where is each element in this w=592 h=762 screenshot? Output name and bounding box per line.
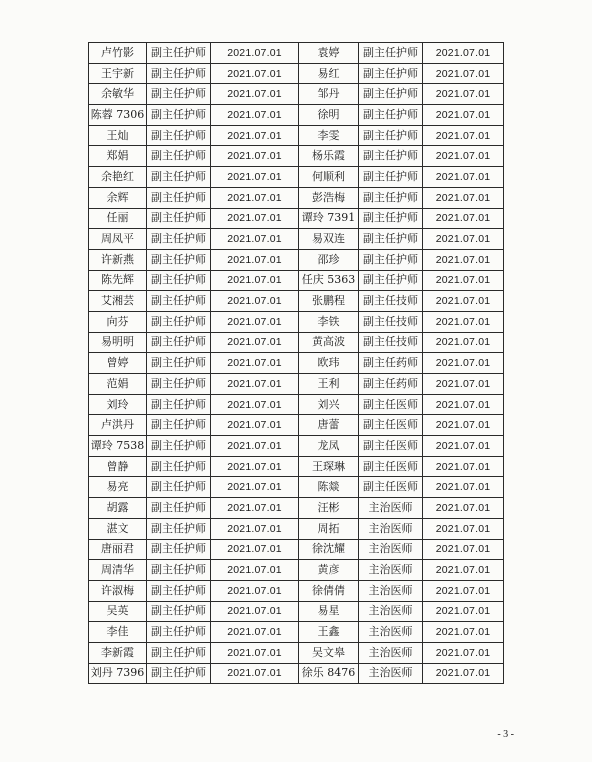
name-cell: 刘兴 xyxy=(299,394,359,415)
name-cell: 艾湘芸 xyxy=(89,291,147,312)
name-cell: 刘丹 7396 xyxy=(89,663,147,684)
date-cell: 2021.07.01 xyxy=(423,229,504,250)
title-cell: 副主任药师 xyxy=(359,353,423,374)
date-cell: 2021.07.01 xyxy=(211,518,299,539)
title-cell: 副主任护师 xyxy=(359,229,423,250)
date-cell: 2021.07.01 xyxy=(423,43,504,64)
date-cell: 2021.07.01 xyxy=(211,539,299,560)
date-cell: 2021.07.01 xyxy=(423,105,504,126)
table-row xyxy=(89,560,504,581)
table-row xyxy=(89,270,504,291)
date-cell: 2021.07.01 xyxy=(211,125,299,146)
table-row xyxy=(89,229,504,250)
title-cell: 副主任护师 xyxy=(147,208,211,229)
date-cell: 2021.07.01 xyxy=(211,208,299,229)
date-cell: 2021.07.01 xyxy=(211,105,299,126)
title-cell: 副主任护师 xyxy=(359,270,423,291)
name-cell: 徐倩倩 xyxy=(299,580,359,601)
date-cell: 2021.07.01 xyxy=(423,332,504,353)
date-cell: 2021.07.01 xyxy=(423,187,504,208)
name-cell: 卢竹影 xyxy=(89,43,147,64)
table-row xyxy=(89,105,504,126)
title-cell: 副主任护师 xyxy=(147,642,211,663)
title-cell: 副主任护师 xyxy=(359,43,423,64)
title-cell: 主治医师 xyxy=(359,622,423,643)
date-cell: 2021.07.01 xyxy=(211,456,299,477)
title-cell: 副主任护师 xyxy=(359,208,423,229)
date-cell: 2021.07.01 xyxy=(211,332,299,353)
table-row xyxy=(89,63,504,84)
title-cell: 副主任护师 xyxy=(147,394,211,415)
name-cell: 李铁 xyxy=(299,311,359,332)
date-cell: 2021.07.01 xyxy=(211,642,299,663)
name-cell: 王利 xyxy=(299,374,359,395)
name-cell: 唐蕾 xyxy=(299,415,359,436)
name-cell: 余辉 xyxy=(89,187,147,208)
name-cell: 周拓 xyxy=(299,518,359,539)
title-cell: 副主任药师 xyxy=(359,374,423,395)
date-cell: 2021.07.01 xyxy=(423,456,504,477)
name-cell: 邵珍 xyxy=(299,249,359,270)
name-cell: 何顺利 xyxy=(299,167,359,188)
title-cell: 主治医师 xyxy=(359,560,423,581)
staff-title-table xyxy=(88,42,504,684)
name-cell: 龙凤 xyxy=(299,436,359,457)
name-cell: 余艳红 xyxy=(89,167,147,188)
date-cell: 2021.07.01 xyxy=(211,187,299,208)
table-body xyxy=(89,43,504,684)
title-cell: 副主任护师 xyxy=(147,353,211,374)
name-cell: 易亮 xyxy=(89,477,147,498)
title-cell: 副主任护师 xyxy=(147,311,211,332)
date-cell: 2021.07.01 xyxy=(211,43,299,64)
name-cell: 彭浩梅 xyxy=(299,187,359,208)
name-cell: 易双连 xyxy=(299,229,359,250)
date-cell: 2021.07.01 xyxy=(423,125,504,146)
name-cell: 胡露 xyxy=(89,498,147,519)
title-cell: 副主任护师 xyxy=(147,456,211,477)
table-row xyxy=(89,167,504,188)
date-cell: 2021.07.01 xyxy=(211,394,299,415)
date-cell: 2021.07.01 xyxy=(211,291,299,312)
name-cell: 汪彬 xyxy=(299,498,359,519)
title-cell: 副主任护师 xyxy=(147,415,211,436)
title-cell: 副主任护师 xyxy=(147,43,211,64)
date-cell: 2021.07.01 xyxy=(211,498,299,519)
name-cell: 张鹏程 xyxy=(299,291,359,312)
table-row xyxy=(89,84,504,105)
date-cell: 2021.07.01 xyxy=(423,622,504,643)
date-cell: 2021.07.01 xyxy=(211,270,299,291)
name-cell: 吴英 xyxy=(89,601,147,622)
title-cell: 副主任医师 xyxy=(359,394,423,415)
table-row xyxy=(89,394,504,415)
name-cell: 任丽 xyxy=(89,208,147,229)
table-row xyxy=(89,208,504,229)
title-cell: 副主任护师 xyxy=(147,187,211,208)
name-cell: 向芬 xyxy=(89,311,147,332)
date-cell: 2021.07.01 xyxy=(211,229,299,250)
table-row xyxy=(89,642,504,663)
title-cell: 副主任护师 xyxy=(359,167,423,188)
name-cell: 唐丽君 xyxy=(89,539,147,560)
date-cell: 2021.07.01 xyxy=(211,353,299,374)
title-cell: 副主任护师 xyxy=(147,436,211,457)
name-cell: 易红 xyxy=(299,63,359,84)
title-cell: 副主任医师 xyxy=(359,456,423,477)
table-row xyxy=(89,580,504,601)
name-cell: 范娟 xyxy=(89,374,147,395)
title-cell: 副主任护师 xyxy=(359,146,423,167)
name-cell: 李雯 xyxy=(299,125,359,146)
title-cell: 副主任护师 xyxy=(147,498,211,519)
date-cell: 2021.07.01 xyxy=(211,63,299,84)
name-cell: 陈燚 xyxy=(299,477,359,498)
name-cell: 余敏华 xyxy=(89,84,147,105)
name-cell: 周凤平 xyxy=(89,229,147,250)
name-cell: 许新燕 xyxy=(89,249,147,270)
title-cell: 副主任护师 xyxy=(147,518,211,539)
table-row xyxy=(89,622,504,643)
name-cell: 易星 xyxy=(299,601,359,622)
date-cell: 2021.07.01 xyxy=(211,601,299,622)
date-cell: 2021.07.01 xyxy=(211,84,299,105)
table-row xyxy=(89,498,504,519)
table-row xyxy=(89,146,504,167)
date-cell: 2021.07.01 xyxy=(423,249,504,270)
name-cell: 杨乐霞 xyxy=(299,146,359,167)
title-cell: 副主任护师 xyxy=(147,84,211,105)
title-cell: 主治医师 xyxy=(359,601,423,622)
title-cell: 副主任技师 xyxy=(359,311,423,332)
date-cell: 2021.07.01 xyxy=(423,270,504,291)
date-cell: 2021.07.01 xyxy=(211,436,299,457)
date-cell: 2021.07.01 xyxy=(423,539,504,560)
name-cell: 谭玲 7391 xyxy=(299,208,359,229)
date-cell: 2021.07.01 xyxy=(423,374,504,395)
title-cell: 主治医师 xyxy=(359,580,423,601)
table-row xyxy=(89,663,504,684)
date-cell: 2021.07.01 xyxy=(211,663,299,684)
date-cell: 2021.07.01 xyxy=(423,63,504,84)
name-cell: 徐乐 8476 xyxy=(299,663,359,684)
title-cell: 副主任护师 xyxy=(147,229,211,250)
date-cell: 2021.07.01 xyxy=(423,415,504,436)
name-cell: 湛文 xyxy=(89,518,147,539)
name-cell: 王琛琳 xyxy=(299,456,359,477)
title-cell: 副主任护师 xyxy=(147,663,211,684)
title-cell: 主治医师 xyxy=(359,498,423,519)
date-cell: 2021.07.01 xyxy=(423,560,504,581)
name-cell: 卢洪丹 xyxy=(89,415,147,436)
date-cell: 2021.07.01 xyxy=(423,477,504,498)
date-cell: 2021.07.01 xyxy=(423,663,504,684)
name-cell: 王鑫 xyxy=(299,622,359,643)
name-cell: 袁婷 xyxy=(299,43,359,64)
title-cell: 副主任护师 xyxy=(359,249,423,270)
date-cell: 2021.07.01 xyxy=(423,394,504,415)
date-cell: 2021.07.01 xyxy=(423,601,504,622)
title-cell: 副主任护师 xyxy=(147,63,211,84)
table-row xyxy=(89,477,504,498)
name-cell: 周清华 xyxy=(89,560,147,581)
table-row xyxy=(89,353,504,374)
date-cell: 2021.07.01 xyxy=(423,518,504,539)
title-cell: 副主任护师 xyxy=(147,167,211,188)
date-cell: 2021.07.01 xyxy=(211,477,299,498)
table-row xyxy=(89,291,504,312)
title-cell: 副主任护师 xyxy=(147,477,211,498)
title-cell: 副主任护师 xyxy=(147,622,211,643)
date-cell: 2021.07.01 xyxy=(423,291,504,312)
table-row xyxy=(89,332,504,353)
title-cell: 副主任医师 xyxy=(359,436,423,457)
name-cell: 王灿 xyxy=(89,125,147,146)
table-row xyxy=(89,601,504,622)
page-number: - 3 - xyxy=(497,729,514,740)
name-cell: 邹丹 xyxy=(299,84,359,105)
title-cell: 副主任护师 xyxy=(147,580,211,601)
date-cell: 2021.07.01 xyxy=(211,311,299,332)
table-row xyxy=(89,311,504,332)
date-cell: 2021.07.01 xyxy=(423,146,504,167)
date-cell: 2021.07.01 xyxy=(423,642,504,663)
name-cell: 黄彦 xyxy=(299,560,359,581)
title-cell: 副主任技师 xyxy=(359,332,423,353)
name-cell: 黄高波 xyxy=(299,332,359,353)
title-cell: 副主任护师 xyxy=(359,125,423,146)
name-cell: 陈蓉 7306 xyxy=(89,105,147,126)
title-cell: 副主任护师 xyxy=(147,146,211,167)
table-row xyxy=(89,539,504,560)
date-cell: 2021.07.01 xyxy=(211,374,299,395)
date-cell: 2021.07.01 xyxy=(423,84,504,105)
name-cell: 郑娟 xyxy=(89,146,147,167)
date-cell: 2021.07.01 xyxy=(423,436,504,457)
title-cell: 副主任技师 xyxy=(359,291,423,312)
table-row xyxy=(89,374,504,395)
name-cell: 任庆 5363 xyxy=(299,270,359,291)
date-cell: 2021.07.01 xyxy=(211,146,299,167)
title-cell: 主治医师 xyxy=(359,518,423,539)
title-cell: 副主任医师 xyxy=(359,477,423,498)
table-row xyxy=(89,43,504,64)
title-cell: 副主任护师 xyxy=(147,601,211,622)
title-cell: 副主任护师 xyxy=(359,105,423,126)
title-cell: 副主任护师 xyxy=(147,374,211,395)
date-cell: 2021.07.01 xyxy=(423,311,504,332)
name-cell: 刘玲 xyxy=(89,394,147,415)
date-cell: 2021.07.01 xyxy=(423,208,504,229)
table-row xyxy=(89,456,504,477)
name-cell: 徐明 xyxy=(299,105,359,126)
title-cell: 主治医师 xyxy=(359,642,423,663)
date-cell: 2021.07.01 xyxy=(211,622,299,643)
title-cell: 副主任护师 xyxy=(359,84,423,105)
name-cell: 许淑梅 xyxy=(89,580,147,601)
table-row xyxy=(89,125,504,146)
title-cell: 副主任护师 xyxy=(359,187,423,208)
date-cell: 2021.07.01 xyxy=(211,560,299,581)
date-cell: 2021.07.01 xyxy=(211,580,299,601)
name-cell: 易明明 xyxy=(89,332,147,353)
table-row xyxy=(89,249,504,270)
date-cell: 2021.07.01 xyxy=(211,415,299,436)
title-cell: 副主任护师 xyxy=(147,560,211,581)
date-cell: 2021.07.01 xyxy=(211,249,299,270)
name-cell: 欧玮 xyxy=(299,353,359,374)
name-cell: 谭玲 7538 xyxy=(89,436,147,457)
title-cell: 副主任护师 xyxy=(147,332,211,353)
name-cell: 陈先辉 xyxy=(89,270,147,291)
table-row xyxy=(89,187,504,208)
title-cell: 主治医师 xyxy=(359,663,423,684)
title-cell: 副主任医师 xyxy=(359,415,423,436)
title-cell: 副主任护师 xyxy=(147,125,211,146)
table-row xyxy=(89,518,504,539)
title-cell: 副主任护师 xyxy=(359,63,423,84)
date-cell: 2021.07.01 xyxy=(423,580,504,601)
title-cell: 副主任护师 xyxy=(147,539,211,560)
title-cell: 副主任护师 xyxy=(147,249,211,270)
date-cell: 2021.07.01 xyxy=(423,353,504,374)
name-cell: 李佳 xyxy=(89,622,147,643)
name-cell: 徐沈耀 xyxy=(299,539,359,560)
title-cell: 副主任护师 xyxy=(147,270,211,291)
title-cell: 副主任护师 xyxy=(147,105,211,126)
name-cell: 曾静 xyxy=(89,456,147,477)
name-cell: 曾婷 xyxy=(89,353,147,374)
title-cell: 副主任护师 xyxy=(147,291,211,312)
date-cell: 2021.07.01 xyxy=(423,167,504,188)
table-row xyxy=(89,415,504,436)
name-cell: 吴文皋 xyxy=(299,642,359,663)
date-cell: 2021.07.01 xyxy=(211,167,299,188)
name-cell: 李新霞 xyxy=(89,642,147,663)
title-cell: 主治医师 xyxy=(359,539,423,560)
table-row xyxy=(89,436,504,457)
date-cell: 2021.07.01 xyxy=(423,498,504,519)
name-cell: 王宇新 xyxy=(89,63,147,84)
